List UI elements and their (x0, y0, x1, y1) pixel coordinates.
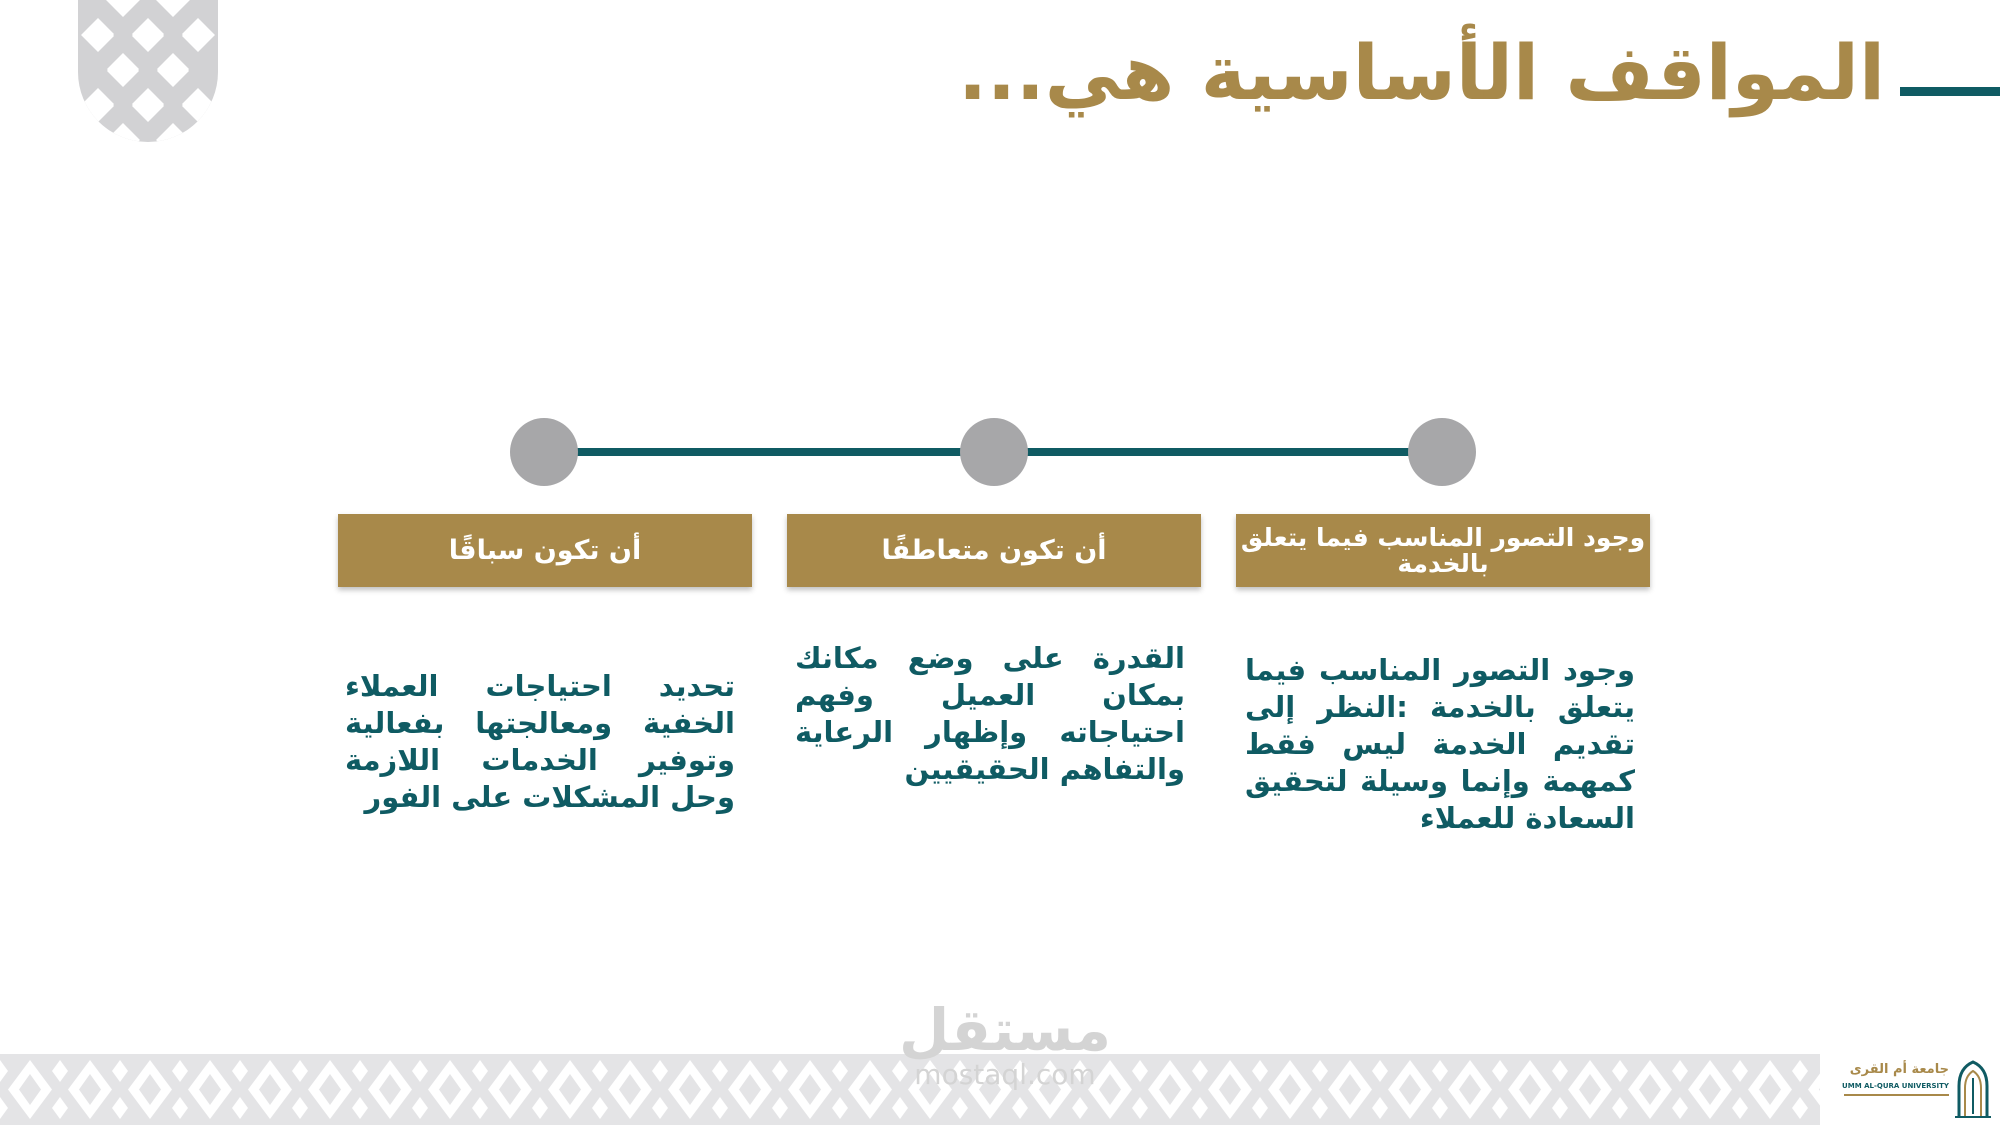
page-title: المواقف الأساسية هي... (958, 28, 1885, 117)
timeline-dot (1408, 418, 1476, 486)
step-description: تحديد احتياجات العملاء الخفية ومعالجتها بفعالية وتوفير الخدمات اللازمة وحل المشكلات على الفور (345, 669, 735, 814)
timeline-dot (510, 418, 578, 486)
university-name-ar: جامعة أم القرى (1849, 1062, 1949, 1077)
step-heading-box (787, 514, 1201, 587)
university-name-en: UMM AL-QURA UNIVERSITY (1842, 1082, 1949, 1090)
step-description: القدرة على وضع مكانك بمكان العميل وفهم احتياجاته وإظهار الرعاية والتفاهم الحقيقيين (795, 641, 1185, 786)
logo-divider (1844, 1094, 1949, 1096)
step-heading-box (338, 514, 752, 587)
step-heading: أن تكون متعاطفًا (881, 534, 1107, 566)
step-heading: وجود التصور المناسب فيما يتعلق بالخدمة (1240, 522, 1646, 578)
step-heading: أن تكون سباقًا (448, 534, 642, 566)
university-logo (1828, 1056, 1993, 1120)
university-emblem-icon (1953, 1056, 1993, 1120)
step-description: وجود التصور المناسب فيما يتعلق بالخدمة :النظر إلى تقديم الخدمة ليس فقط كمهمة وإنما وسيلة لتحقيق السعادة للعملاء (1245, 653, 1635, 835)
watermark-url: mostaql.com (914, 1058, 1096, 1091)
step-heading-box (1236, 514, 1650, 587)
watermark-text: مستقل (898, 996, 1112, 1064)
title-accent-line (1900, 87, 2000, 96)
timeline-dot (960, 418, 1028, 486)
corner-ornament (78, 0, 218, 142)
watermark (875, 996, 1135, 1091)
